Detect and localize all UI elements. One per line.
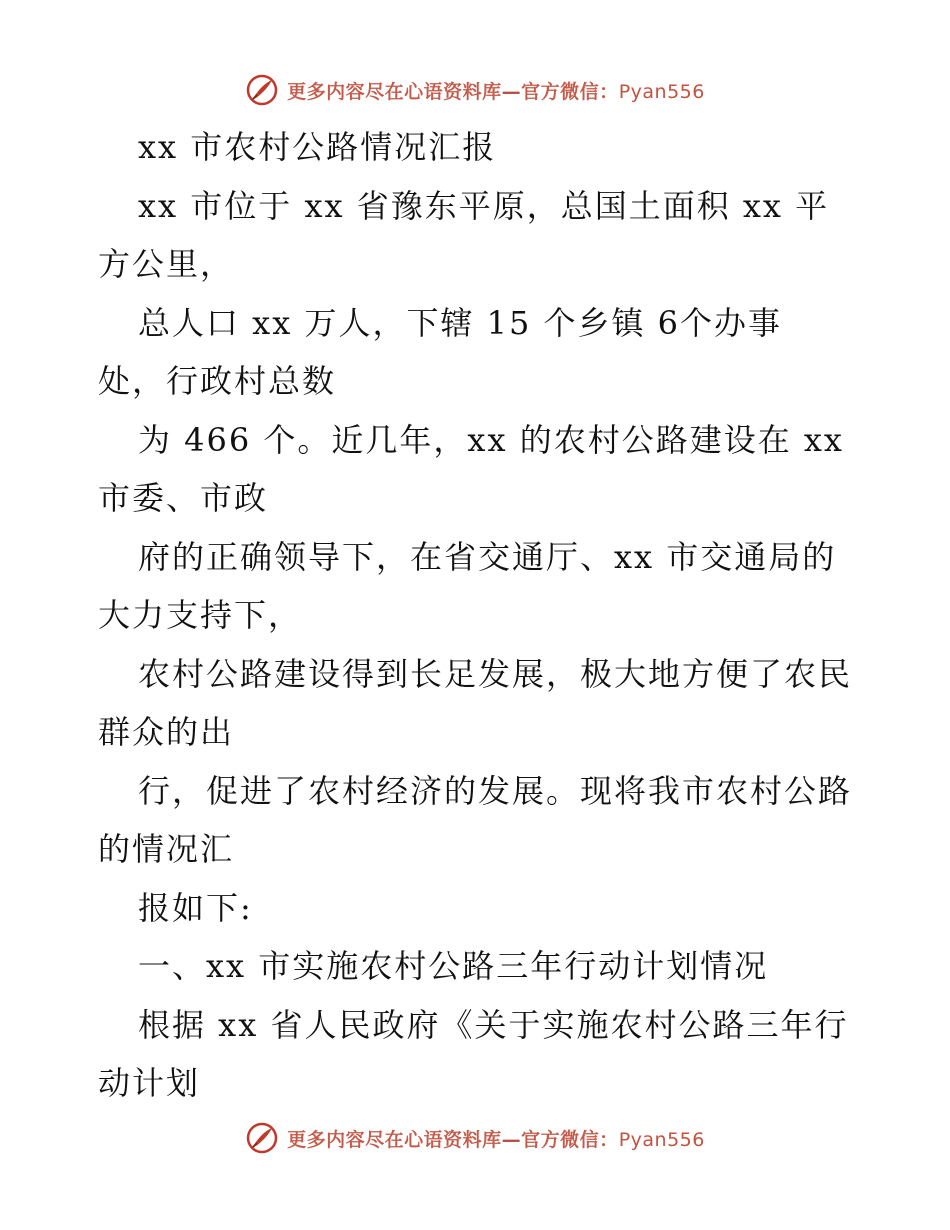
header-banner [0, 70, 950, 110]
document-line: 总人口 xx 万人，下辖 15 个乡镇 6个办事 [138, 303, 783, 342]
document-line: 报如下: [138, 888, 253, 927]
wechat-label: 官方微信： [521, 80, 619, 103]
document-line: 的情况汇 [98, 830, 235, 868]
document-body [98, 118, 868, 1113]
banner-text [287, 1125, 705, 1152]
document-line: xx 市农村公路情况汇报 [138, 128, 497, 166]
wechat-label: 官方微信： [521, 1128, 619, 1151]
document-line: 根据 xx 省人民政府《关于实施农村公路三年行 [138, 1005, 849, 1044]
document-line: 处，行政村总数 [98, 362, 337, 400]
banner-text [287, 77, 705, 104]
footer-banner [0, 1118, 950, 1158]
document-line: 大力支持下， [98, 596, 303, 634]
document-line: 群众的出 [98, 713, 235, 751]
red-brush-logo-icon [245, 73, 279, 107]
document-line: xx 市位于 xx 省豫东平原，总国土面积 xx 平 [138, 186, 830, 225]
site-name: 更多内容尽在心语资料库 [287, 1128, 502, 1151]
red-brush-logo-icon [245, 1121, 279, 1155]
document-line: 方公里， [98, 245, 235, 283]
document-line: 一、xx 市实施农村公路三年行动计划情况 [138, 947, 769, 985]
document-line: 为 466 个。近几年，xx 的农村公路建设在 xx [138, 420, 844, 459]
wechat-id: Pyan556 [618, 1128, 705, 1151]
document-line: 动计划 [98, 1064, 201, 1102]
document-line: 农村公路建设得到长足发展，极大地方便了农民 [138, 654, 853, 693]
site-name: 更多内容尽在心语资料库 [287, 80, 502, 103]
banner-separator: — [501, 80, 522, 103]
document-line: 市委、市政 [98, 479, 269, 517]
banner-separator: — [501, 1128, 522, 1151]
document-line: 行，促进了农村经济的发展。现将我市农村公路 [138, 771, 853, 810]
wechat-id: Pyan556 [618, 80, 705, 103]
document-line: 府的正确领导下，在省交通厅、xx 市交通局的 [138, 537, 837, 576]
